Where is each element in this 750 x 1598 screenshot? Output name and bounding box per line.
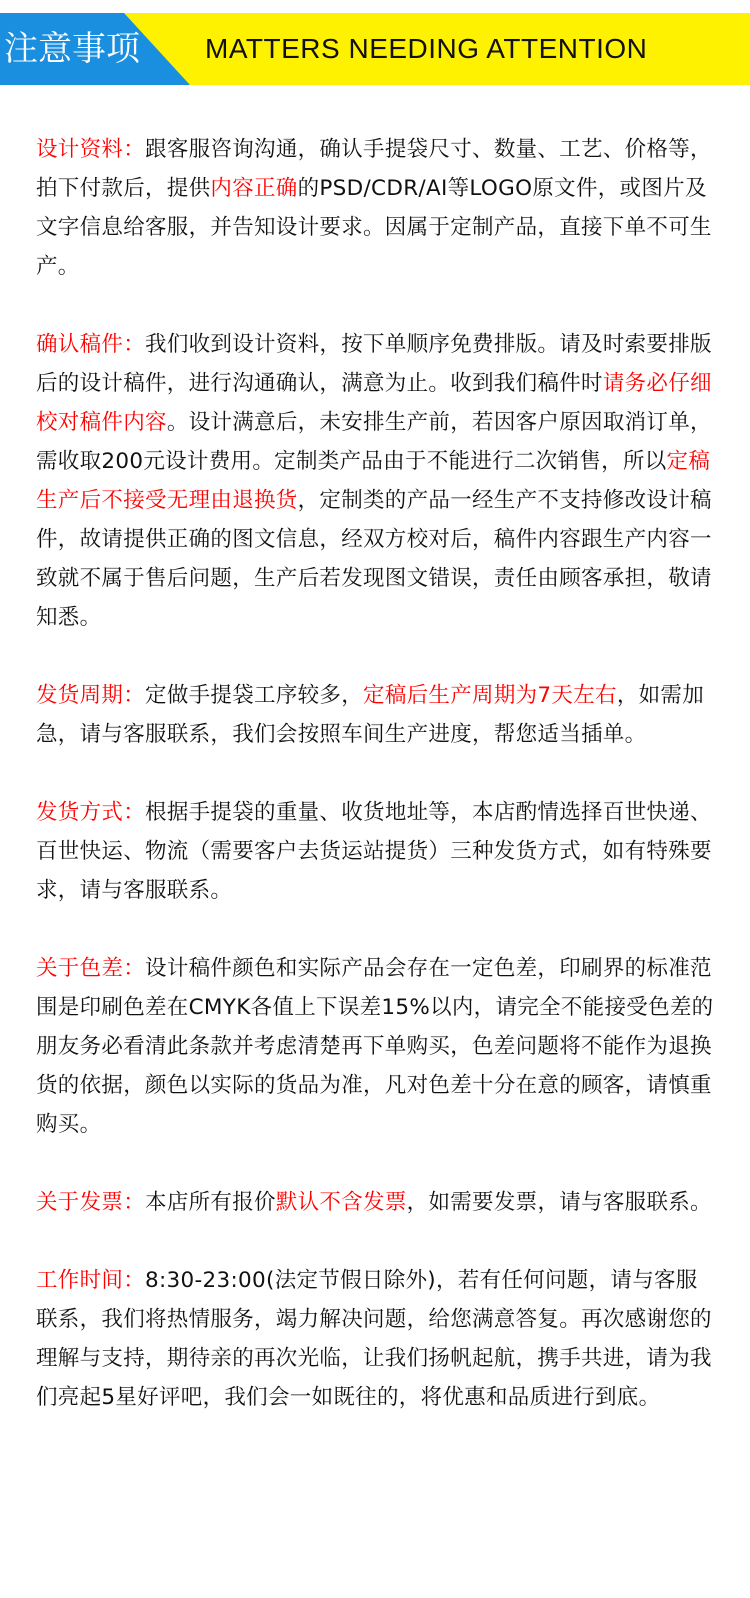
notice-section: [36, 1183, 716, 1222]
body-text: 。设计满意后，未安排生产前，若因客户原因取消订单，需收取200元设计费用。定制类产品由于不能进行二次销售，所以: [36, 410, 712, 474]
section-title: 设计资料：: [36, 137, 146, 162]
body-text: 设计稿件颜色和实际产品会存在一定色差，印刷界的标准范围是印刷色差在CMYK各值上下误差15%以内，请完全不能接受色差的朋友务必看清此条款并考虑清楚再下单购买，色差问题将不能作为退换货的依据，颜色以实际的货品为准，凡对色差十分在意的顾客，请慎重购买。: [36, 956, 714, 1137]
highlight-text: 请务必仔细校对稿件内容: [36, 371, 712, 435]
section-title: 工作时间：: [36, 1268, 146, 1293]
body-text: 定做手提袋工序较多，: [145, 683, 364, 708]
section-title: 确认稿件：: [36, 332, 146, 357]
body-text: 本店所有报价: [145, 1190, 276, 1215]
notice-section: [36, 1261, 716, 1417]
body-text: ，如需加急，请与客服联系，我们会按照车间生产进度，帮您适当插单。: [36, 683, 705, 747]
body-text: 跟客服咨询沟通，确认手提袋尺寸、数量、工艺、价格等，拍下付款后，提供: [36, 137, 712, 201]
section-title: 发货方式：: [36, 800, 146, 825]
highlight-text: 默认不含发票: [275, 1190, 407, 1215]
notice-section: [36, 949, 716, 1144]
body-text: 8:30-23:00(法定节假日除外)，若有任何问题，请与客服联系，我们将热情服务，竭力解决问题，给您满意答复。再次感谢您的理解与支持，期待亲的再次光临，让我们扬帆起航，携手共进，请为我们亮起5星好评吧，我们会一如既往的，将优惠和品质进行到底。: [36, 1268, 712, 1410]
highlight-text: 定稿生产后不接受无理由退换货: [36, 449, 711, 513]
header-title-cn: 注意事项: [4, 29, 140, 69]
body-text: 的PSD/CDR/AI等LOGO原文件，或图片及文字信息给客服，并告知设计要求。因属于定制产品，直接下单不可生产。: [36, 176, 712, 279]
body-text: 根据手提袋的重量、收货地址等，本店酌情选择百世快递、百世快运、物流（需要客户去货运站提货）三种发货方式，如有特殊要求，请与客服联系。: [36, 800, 712, 903]
header-banner: [0, 13, 750, 85]
notice-content: [36, 130, 716, 1456]
highlight-text: 定稿后生产周期为7天左右: [363, 683, 617, 708]
section-title: 关于色差：: [36, 956, 146, 981]
body-text: ，如需要发票，请与客服联系。: [406, 1190, 712, 1215]
notice-section: [36, 793, 716, 910]
body-text: ，定制类的产品一经生产不支持修改设计稿件，故请提供正确的图文信息，经双方校对后，稿件内容跟生产内容一致就不属于售后问题，生产后若发现图文错误，责任由顾客承担，敬请知悉。: [36, 488, 712, 630]
section-title: 关于发票：: [36, 1190, 146, 1215]
section-title: 发货周期：: [36, 683, 146, 708]
highlight-text: 内容正确: [210, 176, 298, 201]
notice-section: [36, 325, 716, 637]
notice-section: [36, 676, 716, 754]
body-text: 我们收到设计资料，按下单顺序免费排版。请及时索要排版后的设计稿件，进行沟通确认，满意为止。收到我们稿件时: [36, 332, 712, 396]
notice-section: [36, 130, 716, 286]
header-title-en: MATTERS NEEDING ATTENTION: [205, 33, 648, 64]
